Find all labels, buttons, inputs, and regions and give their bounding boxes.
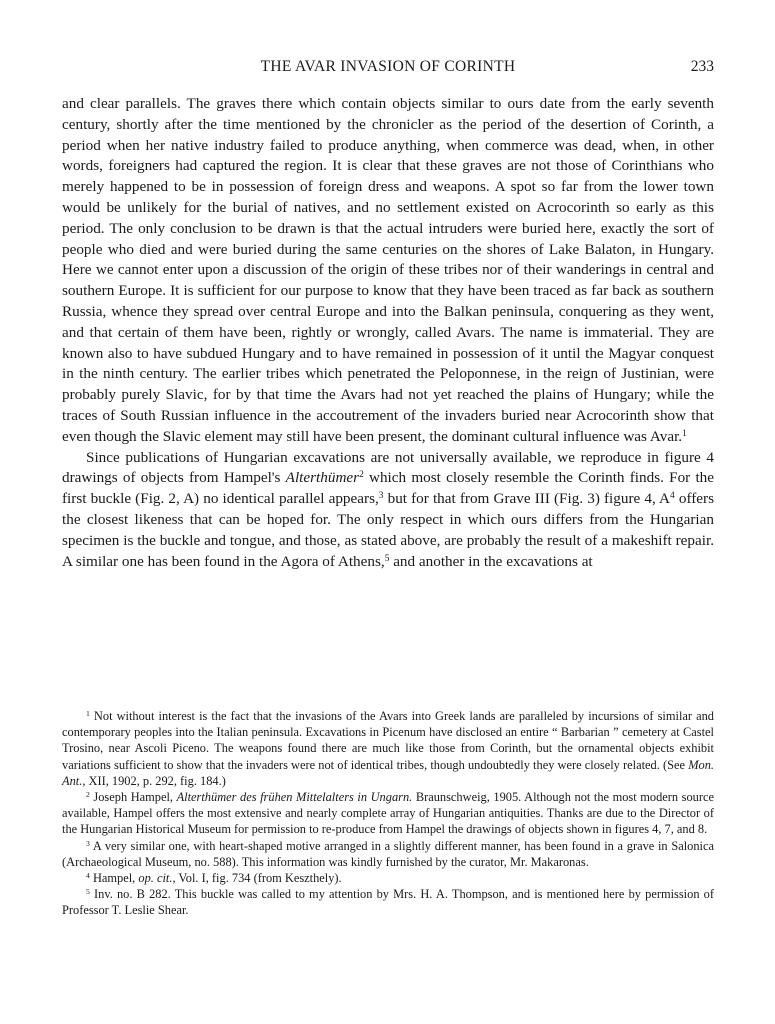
footnote-ref-3: 3 [378,490,384,501]
book-title-alterthumer: Alterthümer [285,469,360,487]
paragraph-1 [62,94,714,448]
footnote-1 [62,708,714,789]
footnote-marker: 4 [86,870,90,880]
footnote-marker: 5 [86,887,90,897]
paragraph-2 [62,448,714,573]
footnote-ref-5: 5 [384,553,390,564]
footnote-1-journal: Mon. Ant. [62,757,714,788]
footnote-ref-1: 1 [682,428,687,439]
footnote-2 [62,789,714,838]
footnote-4-text-a: Hampel, [89,871,139,886]
footnote-2-text-b: Braunschweig, 1905. Although not the most modern source available, Hampel offers the most extensive and nearly complete array of Hungarian antiquities. Thanks are due to the Director of the Hungarian Historical Museum for permission to re-produce from Hampel the drawings of objects shown in figures 4, 7, and 8. [62,790,715,837]
paragraph-2-text-b: which most closely resemble the Corinth finds. For the first buckle (Fig. 2, A) no identical parallel appears, [62,469,714,508]
footnote-5 [62,886,714,918]
paragraph-2-text-a: Since publications of Hungarian excavations are not universally available, we reproduce in figure 4 drawings of objects from Hampel's [62,448,714,487]
footnote-ref-2: 2 [359,470,364,481]
page-header [62,58,714,80]
paragraph-1-text: and clear parallels. The graves there which contain objects similar to ours date from the early seventh century, shortly after the time mentioned by the chronicler as the period of the desertion of Corinth, a period when her native industry failed to produce anything, when commerce was dead, when, in other words, foreigners had captured the region. It is clear that these graves are not those of Corinthians who merely happened to be in possession of foreign dress and weapons. A spot so far from the lower town would be unlikely for the burial of natives, and no settlement existed on Acrocorinth so early as this period. The only conclusion to be drawn is that the actual intruders were buried here, exactly the sort of people who died and were buried during the same centuries on the shores of Lake Balaton, in Hungary. Here we cannot enter upon a discussion of the origin of these tribes nor of their wanderings in central and southern Europe. It is sufficient for our purpose to know that they have been traced as far back as southern Russia, whence they spread over central Europe and into the Balkan peninsula, conquering as they went, and that certain of them have been, rightly or wrongly, called Avars. The name is immaterial. They are known also to have subdued Hungary and to have remained in possession of it until the Magyar conquest in the ninth century. The earlier tribes which penetrated the Peloponnese, in the reign of Justinian, were probably purely Slavic, for by that time the Avars had not yet reached the plains of Hungary; while the traces of South Russian influence in the accoutrement of the invaders buried near Acrocorinth show that even though the Slavic element may still have been present, the dominant cultural influence was Avar. [62,95,714,445]
footnote-4-abbrev: op. cit. [138,871,173,886]
body-text [62,94,714,572]
footnotes [62,708,714,919]
footnote-1-text-a: Not without interest is the fact that the invasions of the Avars into Greek lands are paralleled by incursions of similar and contemporary peoples into the Italian peninsula. Excavations in Picenum have disclosed an entire “ Barbarian ” cemetery at Castel Trosino, near Ascoli Piceno. The weapons found there are much like those from Corinth, but the ornamental objects exhibit variations sufficient to show that the invaders were not of identical tribes, though undoubtedly they were closely related. (See [62,709,714,772]
footnote-3 [62,838,714,870]
footnote-1-text-b: , XII, 1902, p. 292, fig. 184.) [82,773,226,788]
running-title: THE AVAR INVASION OF CORINTH [260,58,516,75]
footnote-marker: 3 [86,838,90,848]
footnote-2-book-title: Alterthümer des frühen Mittelalters in Ungarn. [176,790,413,805]
footnote-4 [62,870,714,886]
footnote-3-text: A very similar one, with heart-shaped motive arranged in a slightly different manner, has been found in a grave in Salonica (Archaeological Museum, no. 588). This information was kindly furnished by the curator, Mr. Makaronas. [62,838,714,869]
footnote-5-text: Inv. no. B 282. This buckle was called to my attention by Mrs. H. A. Thompson, and is mentioned here by permission of Professor T. Leslie Shear. [62,887,714,918]
paragraph-2-text-d: offers the closest likeness that can be hoped for. The only respect in which ours differs from the Hungarian specimen is the buckle and tongue, and those, as stated above, are probably the result of a makeshift repair. A similar one has been found in the Agora of Athens, [62,490,714,570]
paragraph-2-text-e: and another in the excavations at [389,552,593,570]
page-number: 233 [690,58,714,75]
footnote-4-text-b: , Vol. I, fig. 734 (from Keszthely). [172,871,342,886]
footnote-ref-4: 4 [670,490,675,501]
paragraph-2-text-c: but for that from Grave III (Fig. 3) figure 4, A [383,490,671,508]
footnote-marker: 2 [86,789,90,799]
footnote-2-text-a: Joseph Hampel, [89,790,177,805]
footnote-marker: 1 [86,708,90,718]
